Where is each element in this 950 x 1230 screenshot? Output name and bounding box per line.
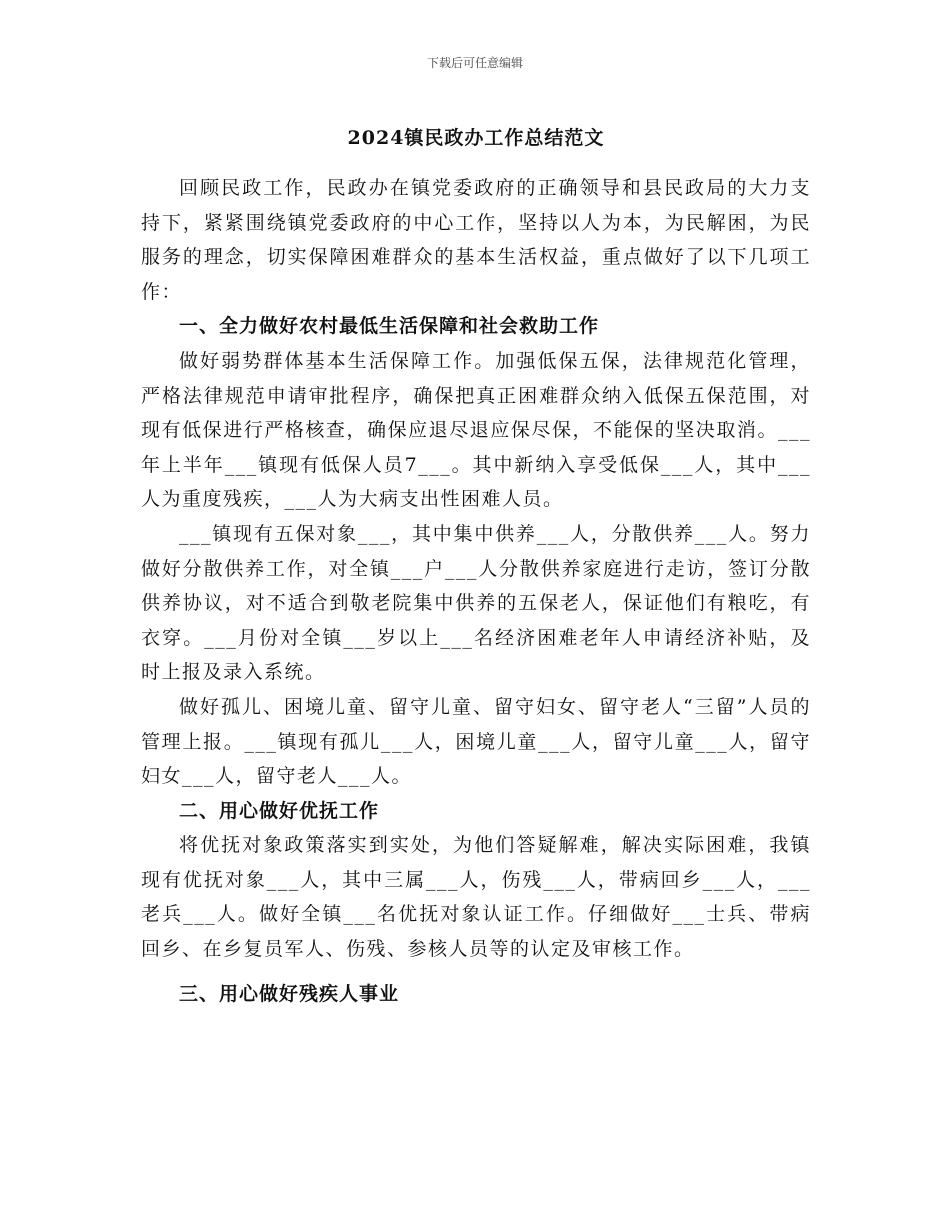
page-header-note: 下载后可任意编辑 bbox=[426, 56, 523, 70]
intro-paragraph: 回顾民政工作，民政办在镇党委政府的正确领导和县民政局的大力支持下，紧紧围绕镇党委政府的中心工作，坚持以人为本，为民解困，为民服务的理念，切实保障困难群众的基本生活权益，重点做好了以下几项工作： bbox=[141, 177, 811, 303]
section-1-paragraph-3: 做好孤儿、困境儿童、留守儿童、留守妇女、留守老人“三留”人员的管理上报。___镇现有孤儿___人，困境儿童___人，留守儿童___人，留守妇女___人，留守老人___人。 bbox=[141, 695, 811, 788]
section-heading-1: 一、全力做好农村最低生活保障和社会救助工作 bbox=[179, 315, 600, 338]
document-body bbox=[141, 119, 811, 1011]
section-heading-3: 三、用心做好残疾人事业 bbox=[179, 982, 400, 1005]
section-1-paragraph-2: ___镇现有五保对象___，其中集中供养___人，分散供养___人。努力做好分散供养工作，对全镇___户___人分散供养家庭进行走访，签订分散供养协议，对不适合到敬老院集中供养的五保老人，保证他们有粮吃，有衣穿。___月份对全镇___岁以上___名经济困难老年人申请经济补贴，及时上报及录入系统。 bbox=[141, 522, 811, 684]
document-title: 2024镇民政办工作总结范文 bbox=[347, 127, 605, 149]
section-1-paragraph-1: 做好弱势群体基本生活保障工作。加强低保五保，法律规范化管理，严格法律规范申请审批程序，确保把真正困难群众纳入低保五保范围，对现有低保进行严格核查，确保应退尽退应保尽保，不能保的坚决取消。___年上半年___镇现有低保人员7___。其中新纳入享受低保___人，其中___人为重度残疾，___人为大病支出性困难人员。 bbox=[141, 349, 811, 511]
section-2-paragraph-1: 将优抚对象政策落实到实处，为他们答疑解难，解决实际困难，我镇现有优抚对象___人，其中三属___人，伤残___人，带病回乡___人，___老兵___人。做好全镇___名优抚对象认证工作。仔细做好___士兵、带病回乡、在乡复员军人、伤残、参核人员等的认定及审核工作。 bbox=[141, 834, 811, 961]
section-heading-2: 二、用心做好优抚工作 bbox=[179, 799, 380, 822]
